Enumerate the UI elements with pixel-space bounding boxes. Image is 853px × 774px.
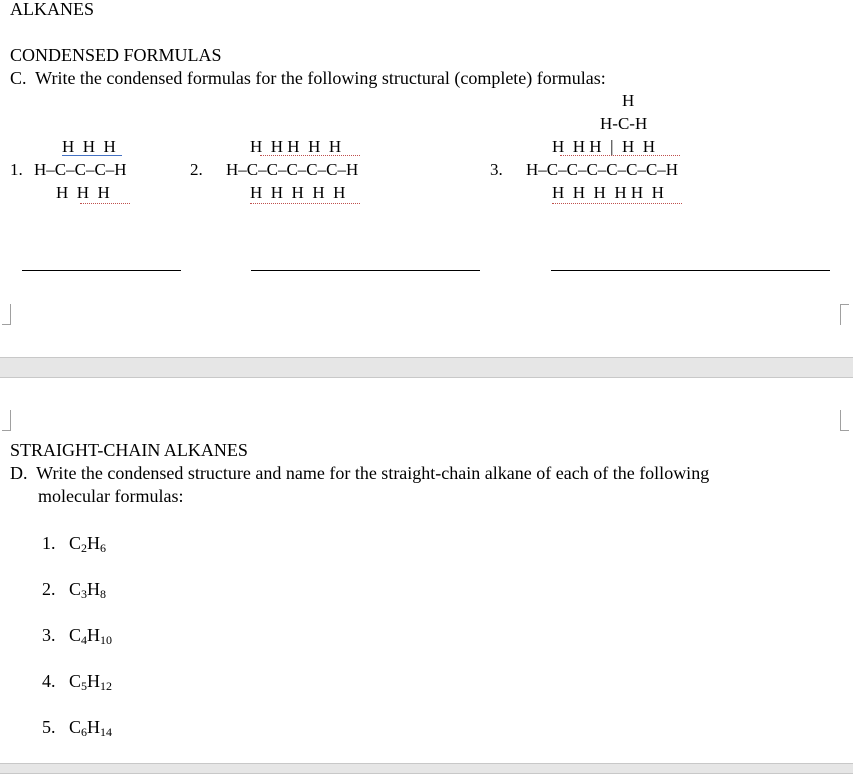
formula-h-sub: 6 [100, 541, 107, 555]
formula-c-sub: 6 [81, 725, 88, 739]
page-corner-mark-top-left [2, 410, 11, 431]
mol1-bottom-hydrogens: H H H [56, 183, 110, 202]
mol1-spell-underline [62, 152, 122, 156]
page-title: ALKANES [10, 0, 94, 19]
formula-number: 5. [42, 717, 56, 737]
answer-line-1[interactable] [22, 270, 181, 271]
formula-number: 2. [42, 579, 56, 599]
formula-h: H [87, 533, 101, 553]
answer-line-3[interactable] [551, 270, 830, 271]
mol1-top-hydrogens: H H H [62, 137, 116, 156]
formula-item [42, 671, 113, 693]
formula-c-sub: 3 [81, 587, 88, 601]
mol2-carbon-chain: H–C–C–C–C–C–H [226, 160, 359, 179]
mol2-spell-underline-bottom [250, 200, 360, 204]
mol3-number: 3. [490, 160, 503, 179]
section-d-instruction-line1: D. Write the condensed structure and name for the straight-chain alkane of each of the following [10, 463, 710, 483]
formula-h-sub: 14 [100, 725, 113, 739]
formula-h-sub: 10 [100, 633, 113, 647]
page-corner-mark-top-right [840, 410, 849, 431]
mol3-branch-top-hydrogen: H [622, 91, 635, 110]
mol3-bottom-hydrogens: H H H H H H [552, 183, 664, 202]
formula-item [42, 579, 107, 601]
section-d-instruction-line2: molecular formulas: [38, 486, 184, 506]
formula-item [42, 717, 113, 739]
formula-c-sub: 2 [81, 541, 88, 555]
page-break-gap [0, 357, 853, 378]
mol3-carbon-chain: H–C–C–C–C–C–C–H [526, 160, 679, 179]
mol2-bottom-hydrogens: H H H H H [250, 183, 346, 202]
formula-c: C [69, 625, 82, 645]
formula-c: C [69, 717, 82, 737]
answer-line-2[interactable] [251, 270, 480, 271]
formula-h-sub: 12 [100, 679, 113, 693]
page-break-gap-bottom [0, 763, 853, 774]
mol2-spell-underline [260, 152, 360, 156]
formula-c-sub: 4 [81, 633, 88, 647]
formula-h: H [87, 671, 101, 691]
formula-c: C [69, 533, 82, 553]
formula-c: C [69, 579, 82, 599]
mol1-carbon-chain: H–C–C–C–H [34, 160, 127, 179]
page-corner-mark-bottom-left [2, 304, 11, 325]
mol2-top-hydrogens: H H H H H [250, 137, 342, 156]
formula-h: H [87, 717, 101, 737]
section-d-heading: STRAIGHT-CHAIN ALKANES [10, 440, 248, 460]
mol1-spell-underline-bottom [80, 200, 130, 204]
formula-h: H [87, 625, 101, 645]
formula-item [42, 533, 107, 555]
formula-h-sub: 8 [100, 587, 107, 601]
formula-h: H [87, 579, 101, 599]
mol3-spell-underline-bottom [552, 200, 682, 204]
page-corner-mark-bottom-right [840, 304, 849, 325]
mol3-branch-methyl: H-C-H [600, 114, 648, 133]
section-c-heading: CONDENSED FORMULAS [10, 45, 222, 65]
section-c-instruction: C. Write the condensed formulas for the following structural (complete) formulas: [10, 68, 606, 88]
mol1-number: 1. [10, 160, 23, 179]
formula-number: 1. [42, 533, 56, 553]
mol3-spell-underline [560, 152, 680, 156]
formula-number: 3. [42, 625, 56, 645]
formula-c: C [69, 671, 82, 691]
mol3-top-hydrogens: H H H | H H [552, 137, 656, 156]
formula-item [42, 625, 113, 647]
formula-number: 4. [42, 671, 56, 691]
mol2-number: 2. [190, 160, 203, 179]
formula-c-sub: 5 [81, 679, 88, 693]
